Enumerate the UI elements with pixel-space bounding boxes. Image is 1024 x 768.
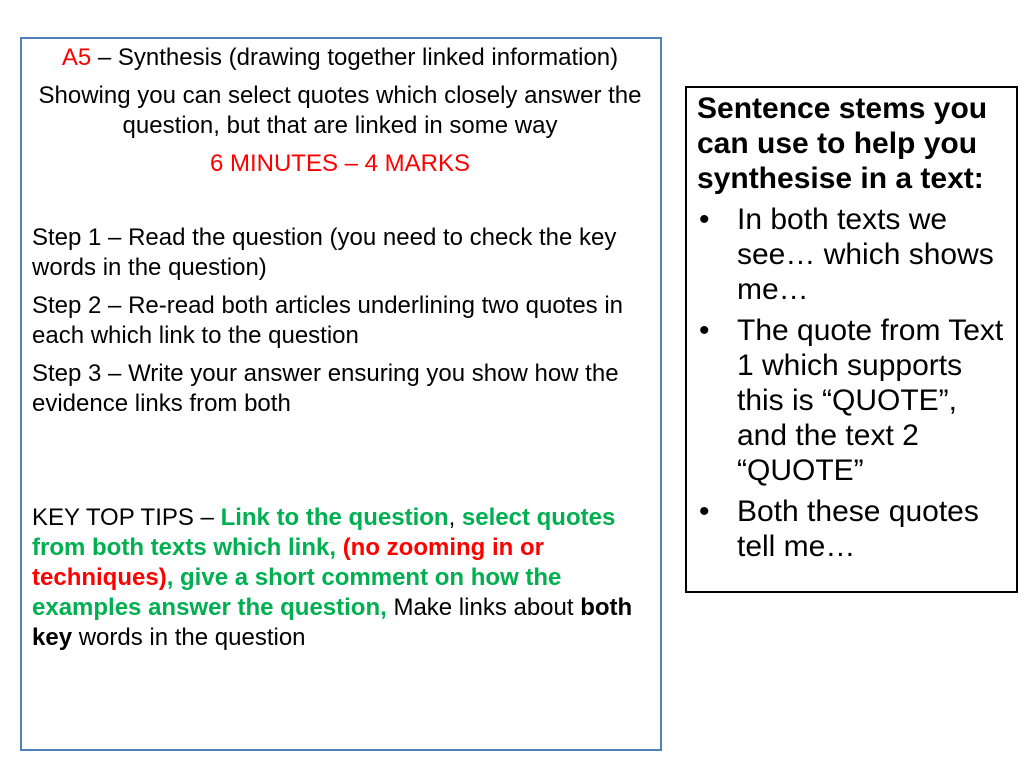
tips-prefix: KEY TOP TIPS – bbox=[32, 504, 221, 531]
steps-list bbox=[32, 223, 648, 419]
tip-words: words in the question bbox=[72, 624, 306, 651]
bullet-icon: • bbox=[699, 203, 710, 236]
tip-both-key: both key bbox=[32, 594, 633, 651]
stems-list bbox=[697, 202, 1008, 564]
heading-code: A5 bbox=[61, 44, 92, 71]
step-3: Step 3 – Write your answer ensuring you show how the evidence links from both bbox=[32, 360, 619, 417]
stem-item bbox=[697, 202, 1008, 307]
step-2: Step 2 – Re-read both articles underlining two quotes in each which link to the question bbox=[32, 292, 624, 349]
bullet-icon: • bbox=[699, 314, 710, 347]
stems-title: Sentence stems you can use to help you synthesise in a text: bbox=[697, 92, 988, 195]
stem-text: The quote from Text 1 which supports this is “QUOTE”, and the text 2 “QUOTE” bbox=[737, 314, 1004, 487]
synthesis-info-box bbox=[20, 37, 662, 751]
tip-link-question: Link to the question bbox=[220, 504, 449, 531]
heading bbox=[32, 43, 648, 73]
tip-select-quotes: select quotes from both texts which link, bbox=[32, 504, 616, 561]
tip-no-zooming: (no zooming in or techniques) bbox=[32, 534, 544, 591]
step-1: Step 1 – Read the question (you need to check the key words in the question) bbox=[32, 224, 617, 281]
heading-text: – Synthesis (drawing together linked information) bbox=[91, 44, 619, 71]
stem-text: In both texts we see… which shows me… bbox=[737, 203, 994, 306]
time-marks: 6 MINUTES – 4 MARKS bbox=[209, 150, 471, 177]
tip-separator: , bbox=[448, 504, 462, 531]
stem-item bbox=[697, 494, 1008, 564]
tip-make-links: Make links about bbox=[393, 594, 581, 621]
sentence-stems-box bbox=[685, 86, 1018, 593]
stem-item bbox=[697, 313, 1008, 488]
intro-text: Showing you can select quotes which closely answer the question, but that are linked in some way bbox=[38, 82, 642, 139]
key-top-tips bbox=[32, 503, 648, 653]
bullet-icon: • bbox=[699, 495, 710, 528]
tip-short-comment: , give a short comment on how the examples answer the question, bbox=[32, 564, 562, 621]
stem-text: Both these quotes tell me… bbox=[737, 495, 979, 563]
